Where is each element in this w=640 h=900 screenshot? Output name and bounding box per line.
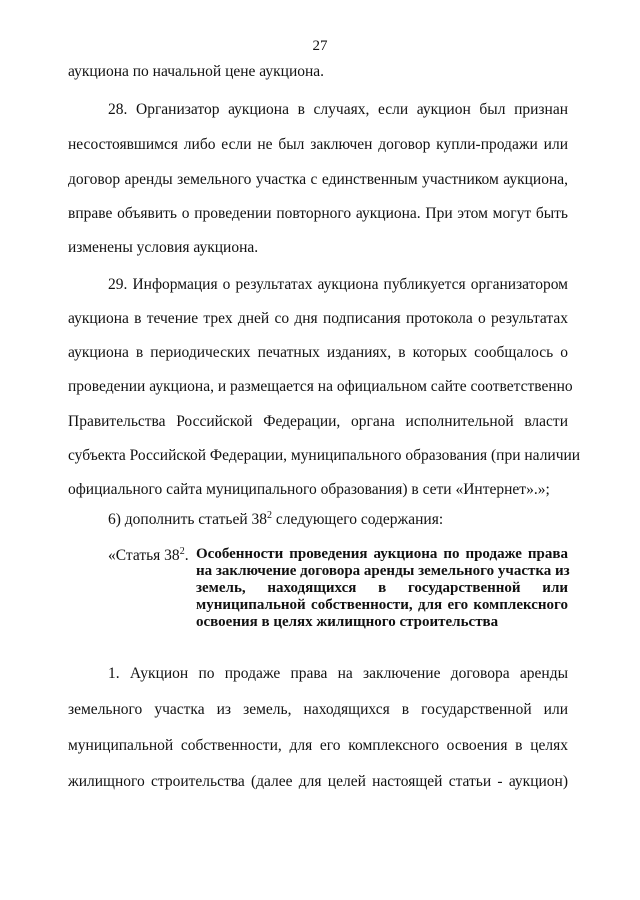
- text-line: субъекта Российской Федерации, муниципального образования (при наличии: [68, 447, 581, 464]
- text-line: аукциона по начальной цене аукциона.: [68, 63, 325, 80]
- amendment-suffix: следующего содержания:: [272, 511, 444, 528]
- page-number: 27: [312, 38, 328, 54]
- text-line: 28. Организатор аукциона в случаях, если аукцион был признан: [108, 101, 568, 118]
- text-line: изменены условия аукциона.: [68, 239, 259, 256]
- text-line: аукциона в течение трех дней со дня подписания протокола о результатах: [68, 310, 568, 327]
- article-title-line: Особенности проведения аукциона по продаже права: [196, 546, 568, 562]
- article-lead-suffix: .: [184, 547, 189, 564]
- amendment-prefix: 6) дополнить статьей 38: [108, 511, 268, 528]
- article-title-line: на заключение договора аренды земельного участка из: [196, 563, 570, 579]
- text-line: вправе объявить о проведении повторного аукциона. При этом могут быть: [68, 205, 568, 222]
- text-line: муниципальной собственности, для его комплексного освоения в целях: [68, 737, 568, 754]
- text-line: земельного участка из земель, находящихся в государственной или: [68, 701, 568, 718]
- article-title-line: муниципальной собственности, для его комплексного: [196, 597, 568, 613]
- text-line: 29. Информация о результатах аукциона публикуется организатором: [108, 276, 568, 293]
- text-line: несостоявшимся либо если не был заключен договор купли-продажи или: [68, 136, 568, 153]
- article-lead-sup: 2: [179, 546, 185, 557]
- amendment-line: [108, 510, 568, 530]
- text-line: официального сайта муниципального образования) в сети «Интернет».»;: [68, 481, 550, 498]
- text-line: проведении аукциона, и размещается на официальном сайте соответственно: [68, 378, 573, 395]
- amendment-sup: 2: [267, 510, 273, 521]
- article-lead-prefix: «Статья 38: [108, 547, 180, 564]
- text-line: аукциона в периодических печатных изданиях, в которых сообщалось о: [68, 344, 568, 361]
- text-line: жилищного строительства (далее для целей настоящей статьи - аукцион): [68, 773, 568, 790]
- text-line: договор аренды земельного участка с единственным участником аукциона,: [68, 171, 568, 188]
- article-lead: [108, 546, 189, 566]
- text-line: Правительства Российской Федерации, органа исполнительной власти: [68, 413, 568, 430]
- article-title-line: земель, находящихся в государственной или: [196, 580, 568, 596]
- text-line: 1. Аукцион по продаже права на заключение договора аренды: [108, 665, 568, 682]
- article-title-line: освоения в целях жилищного строительства: [196, 614, 499, 630]
- article-title: [196, 546, 568, 631]
